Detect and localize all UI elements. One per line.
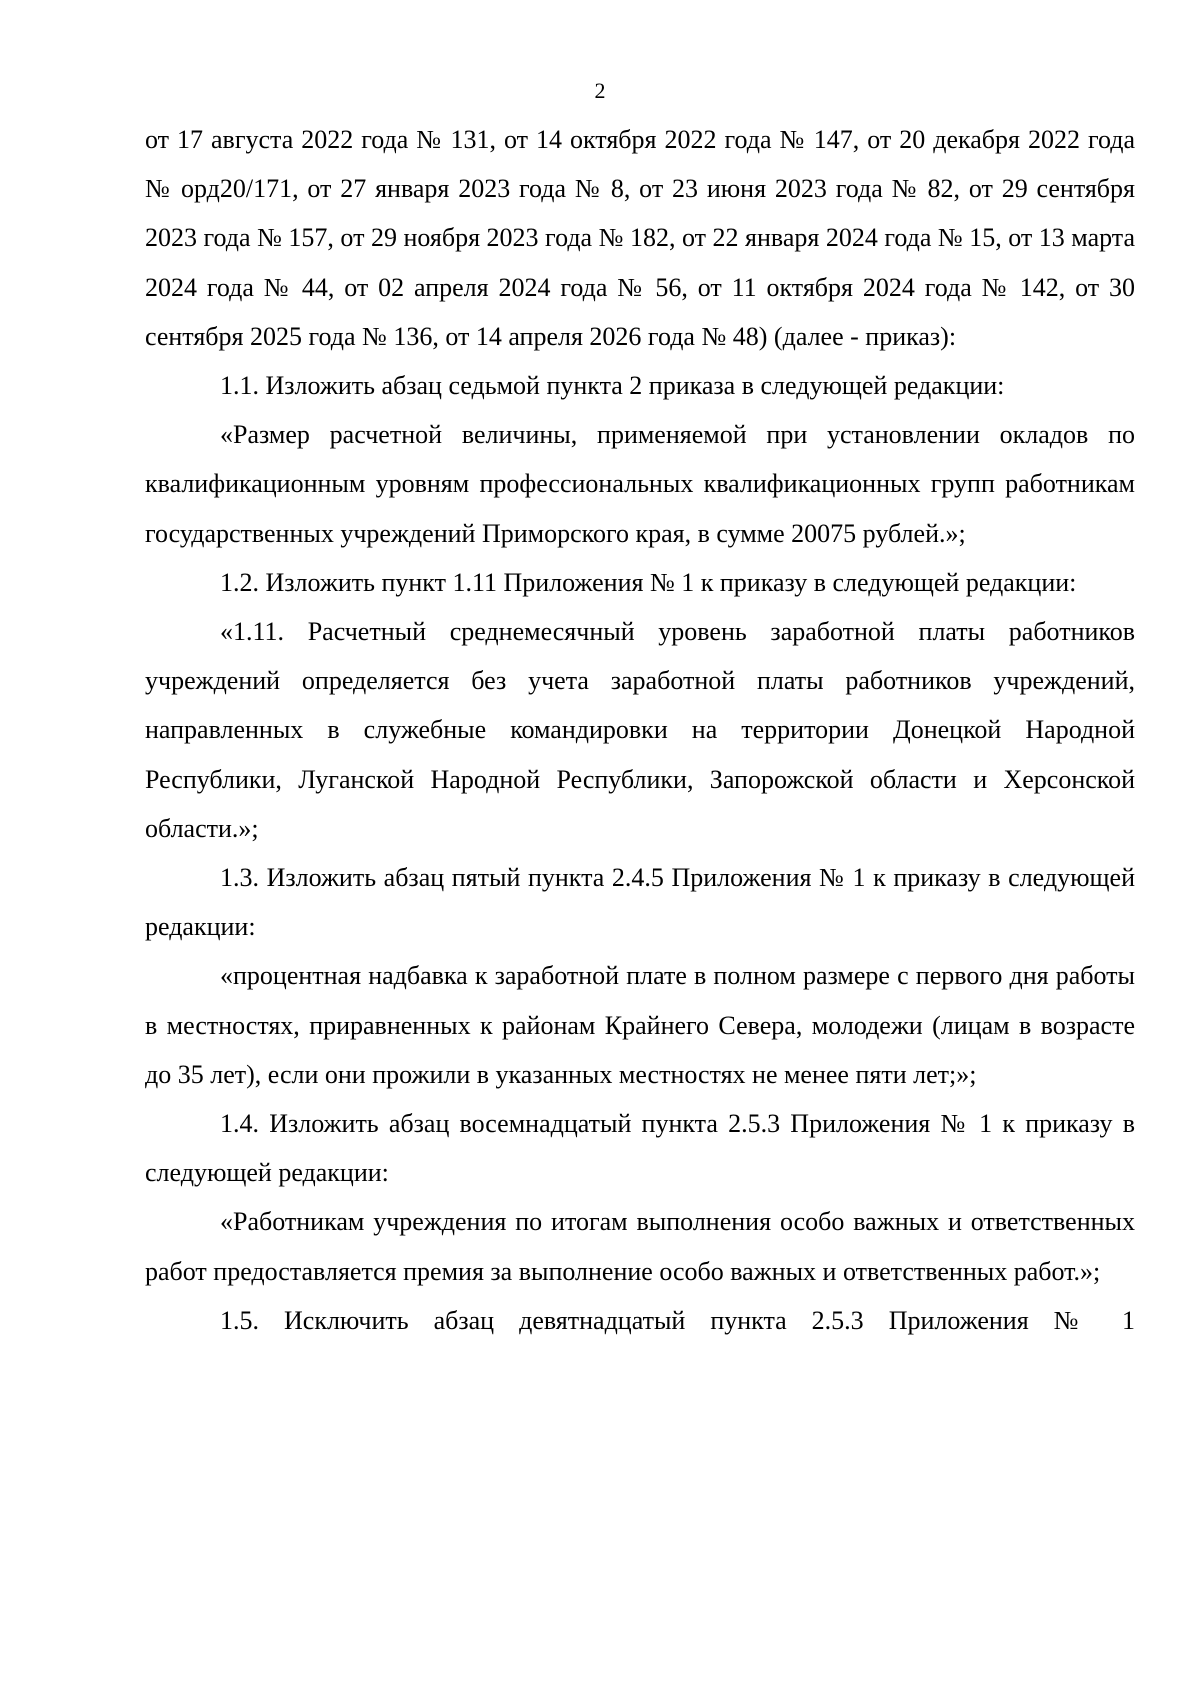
paragraph-item-1-5: 1.5. Исключить абзац девятнадцатый пункта 2.5.3 Приложения № 1 [220, 1305, 1135, 1335]
document-body [145, 115, 1135, 1345]
paragraph-item-1-4: 1.4. Изложить абзац восемнадцатый пункта 2.5.3 Приложения № 1 к приказу в следующей редакции: [145, 1109, 1135, 1188]
paragraph-item-1-2: 1.2. Изложить пункт 1.11 Приложения № 1 к приказу в следующей редакции: [220, 567, 1077, 597]
page-number: 2 [594, 78, 606, 103]
paragraph-quote-1-4: «Работникам учреждения по итогам выполнения особо важных и ответственных работ предоставляется премия за выполнение особо важных и ответственных работ.»; [145, 1207, 1135, 1286]
paragraph-quote-1-2: «1.11. Расчетный среднемесячный уровень заработной платы работников учреждений определяется без учета заработной платы работников учреждений, направленных в служебные командировки на территории Донецкой Народной Республики, Луганской Народной Республики, Запорожской области и Херсонской области.»; [145, 617, 1135, 843]
paragraph-item-1-3: 1.3. Изложить абзац пятый пункта 2.4.5 Приложения № 1 к приказу в следующей редакции: [145, 863, 1135, 942]
paragraph-quote-1-3: «процентная надбавка к заработной плате в полном размере с первого дня работы в местностях, приравненных к районам Крайнего Севера, молодежи (лицам в возрасте до 35 лет), если они прожили в указанных местностях не менее пяти лет;»; [145, 961, 1135, 1089]
paragraph-quote-1-1: «Размер расчетной величины, применяемой при установлении окладов по квалификационным уровням профессиональных квалификационных групп работникам государственных учреждений Приморского края, в сумме 20075 рублей.»; [145, 420, 1135, 548]
paragraph-item-1-1: 1.1. Изложить абзац седьмой пункта 2 приказа в следующей редакции: [220, 371, 1005, 401]
paragraph-intro: от 17 августа 2022 года № 131, от 14 октября 2022 года № 147, от 20 декабря 2022 года № орд20/171, от 27 января 2023 года № 8, от 23 июня 2023 года № 82, от 29 сентября 2023 года № 157, от 29 ноября 2023 года № 182, от 22 января 2024 года № 15, от 13 марта 2024 года № 44, от 02 апреля 2024 года № 56, от 11 октября 2024 года № 142, от 30 сентября 2025 года № 136, от 14 апреля 2026 года № 48) (далее - приказ): [145, 125, 1135, 351]
